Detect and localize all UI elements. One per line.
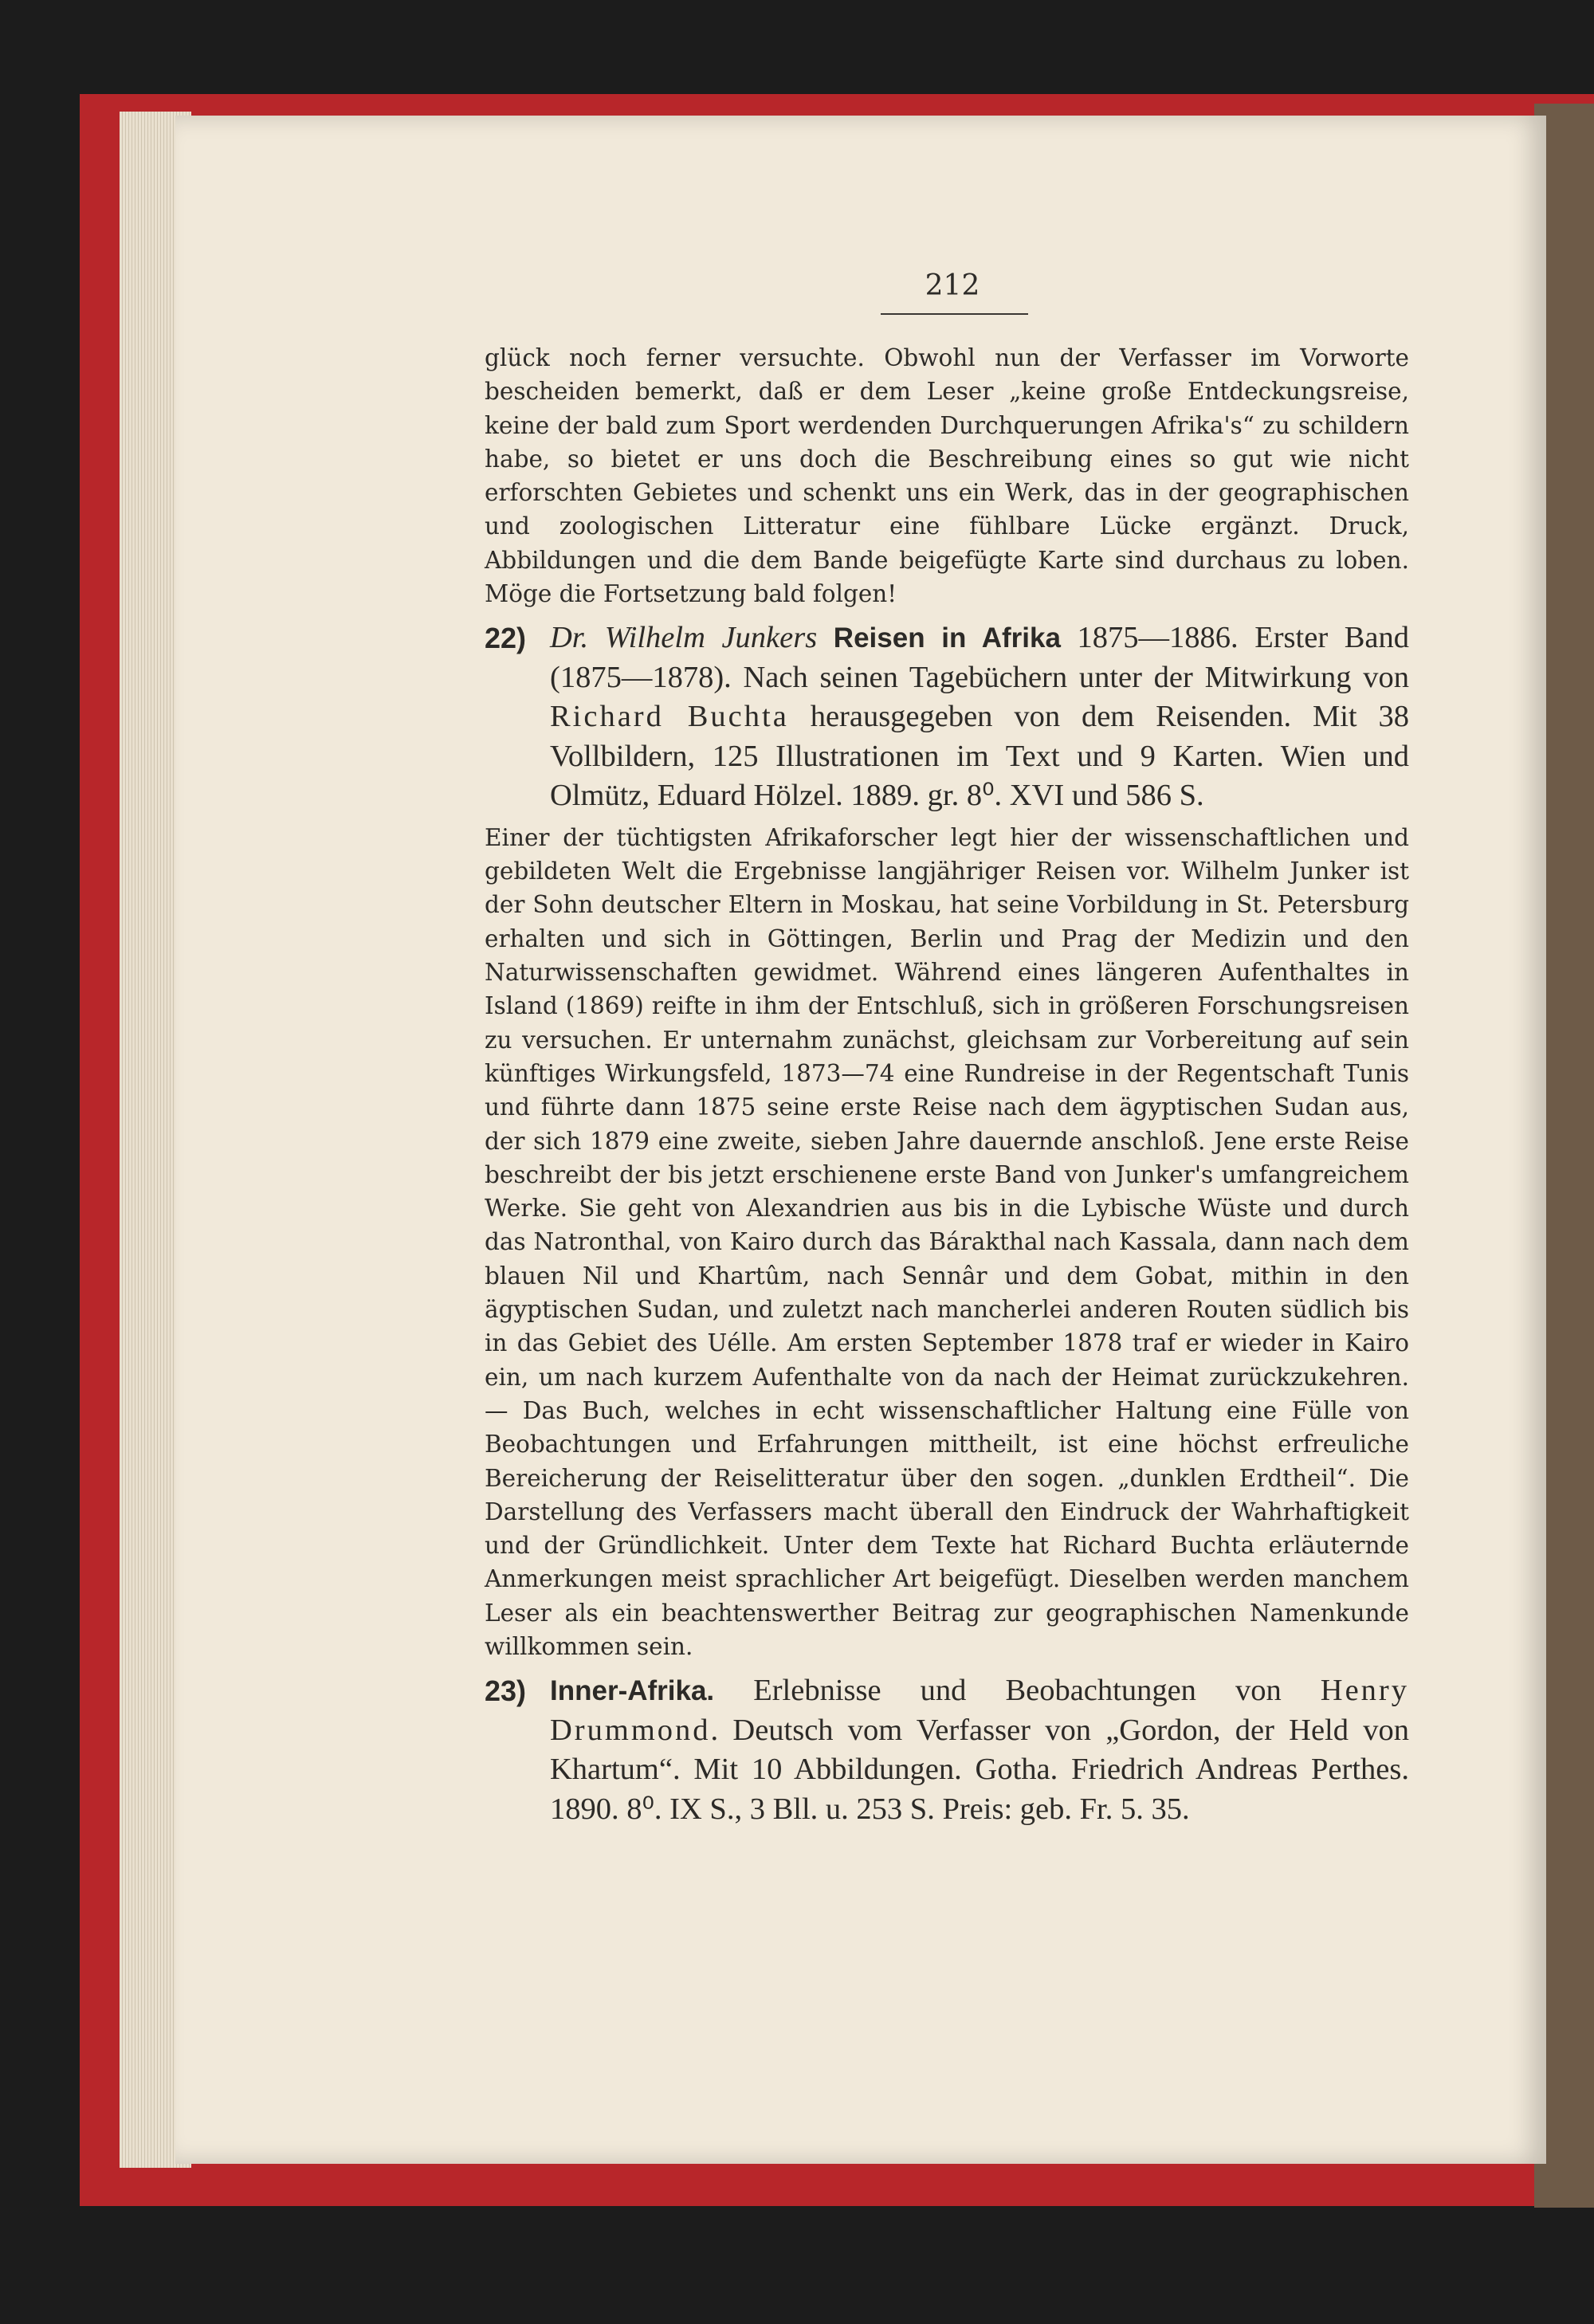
entry-citation (550, 618, 1409, 816)
bibliography-entry-22 (485, 618, 1409, 816)
page-body (485, 341, 1409, 1834)
page-number: 212 (925, 269, 980, 302)
entry-number: 23) (485, 1674, 527, 1708)
entry-title: Reisen in Afrika (833, 622, 1061, 654)
entry-editor-name: Richard Buchta (550, 700, 789, 734)
entry-citation-text: 1875—1886. Erster Band (1875—1878). Nach seinen Tagebüchern unter der Mitwirkung von (550, 621, 1409, 694)
entry-citation (550, 1671, 1409, 1829)
entry-author: Dr. Wilhelm Junkers (550, 621, 818, 655)
entry-number: 22) (485, 622, 527, 655)
entry-citation-text-2: . Deutsch vom Verfasser von „Gordon, der Held von Khartum“. Mit 10 Abbildungen. Gotha. Friedrich Andreas Perthes. 1890. 8⁰. IX S., 3 Bll. u. 253 S. Preis: geb. Fr. 5. 35. (550, 1713, 1409, 1826)
entry-review: Einer der tüchtigsten Afrikaforscher legt hier der wissenschaftlichen und gebildeten Welt die Ergebnisse langjähriger Reisen vor. Wilhelm Junker ist der Sohn deutscher Eltern in Moskau, hat seine Vorbildung in St. Petersburg erhalten und sich in Göttingen, Berlin und Prag der Medizin und den Naturwissenschaften gewidmet. Während eines längeren Aufenthaltes in Island (1869) reifte in ihm der Entschluß, sich in größeren Forschungsreisen zu versuchen. Er unternahm zunächst, gleichsam zur Vorbereitung auf sein künftiges Wirkungsfeld, 1873—74 eine Rundreise in der Regentschaft Tunis und führte dann 1875 seine erste Reise nach dem ägyptischen Sudan aus, der sich 1879 eine zweite, sieben Jahre dauernde anschloß. Jene erste Reise beschreibt der bis jetzt erschienene erste Band von Junker's umfangreichem Werke. Sie geht von Alexandrien aus bis in die Lybische Wüste und durch das Natronthal, von Kairo durch das Bárakthal nach Kassala, dann nach dem blauen Nil und Khartûm, nach Sennâr und dem Gobat, mithin in den ägyptischen Sudan, und zuletzt nach mancherlei anderen Routen südlich bis in das Gebiet des Uélle. Am ersten September 1878 traf er wieder in Kairo ein, um nach kurzem Aufenthalte von da nach der Heimat zurückzukehren. — Das Buch, welches in echt wissenschaftlicher Haltung eine Fülle von Beobachtungen und Erfahrungen mittheilt, ist eine höchst erfreuliche Bereicherung der Reiselitteratur über den sogen. „dunklen Erdtheil“. Die Darstellung des Verfassers macht überall den Eindruck der Wahrhaftigkeit und der Gründlichkeit. Unter dem Texte hat Richard Buchta erläuternde Anmerkungen meist sprachlicher Art beigefügt. Dieselben werden manchem Leser als ein beachtenswerther Beitrag zur geographischen Namenkunde willkommen sein. (485, 823, 1409, 1660)
entry-citation-text-2: herausgegeben von dem Reisenden. Mit 38 Vollbildern, 125 Illustrationen im Text und 9 Karten. Wien und Olmütz, Eduard Hölzel. 1889. gr. 8⁰. XVI und 586 S. (550, 700, 1409, 813)
entry-title: Inner-Afrika. (550, 1675, 715, 1707)
entry-citation-text: Erlebnisse und Beobachtungen von (714, 1674, 1321, 1708)
bibliography-entry-23 (485, 1671, 1409, 1829)
entry-author-name: Henry Drummond (550, 1674, 1409, 1747)
continued-paragraph: glück noch ferner versuchte. Obwohl nun der Verfasser im Vorworte bescheiden bemerkt, daß er dem Leser „keine große Entdeckungsreise, keine der bald zum Sport werdenden Durchquerungen Afrika's“ zu schildern habe, so bietet er uns doch die Beschreibung eines so gut wie nicht erforschten Gebietes und schenkt uns ein Werk, das in der geographischen und zoologischen Litteratur eine fühlbare Lücke ergänzt. Druck, Abbildungen und die dem Bande beigefügte Karte sind durchaus zu loben. Möge die Fortsetzung bald folgen! (485, 344, 1409, 608)
page-number-rule (881, 313, 1028, 315)
